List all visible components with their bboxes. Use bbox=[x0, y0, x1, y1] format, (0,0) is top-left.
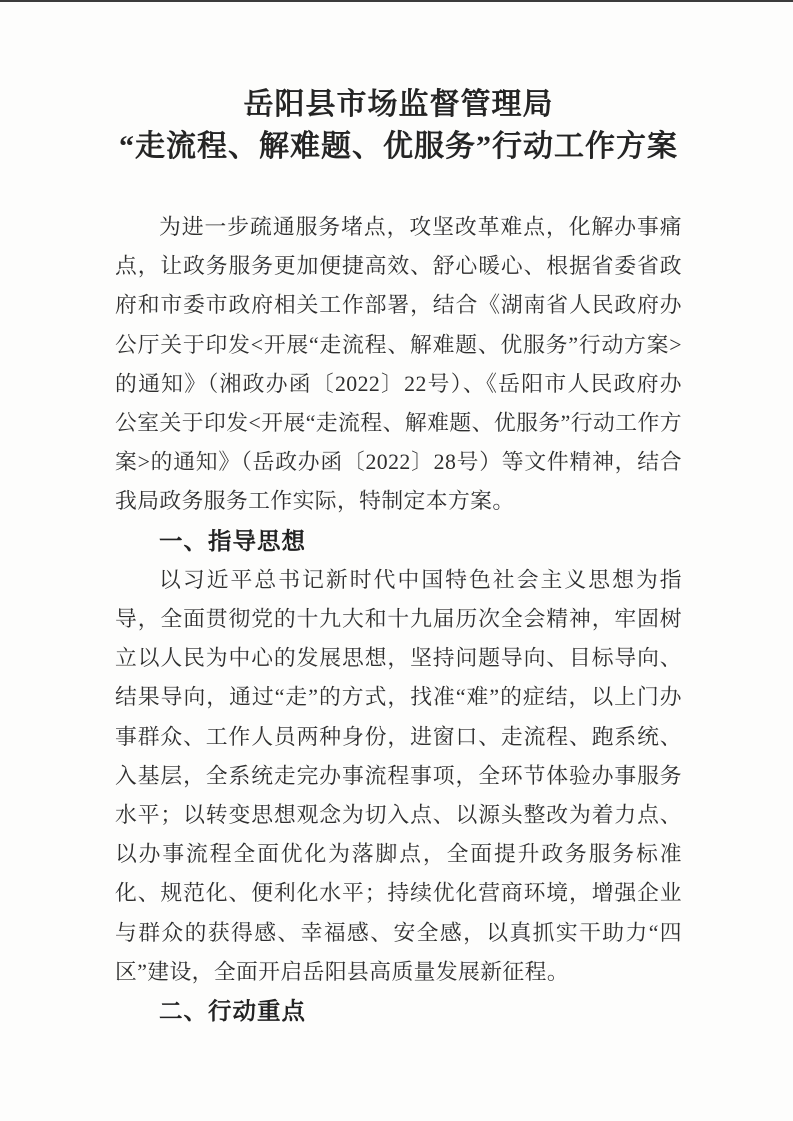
section-heading-action-priorities: 二、行动重点 bbox=[159, 998, 306, 1025]
document-body bbox=[115, 208, 682, 1031]
paragraph-intro: 为进一步疏通服务堵点，攻坚改革难点，化解办事痛点，让政务服务更加便捷高效、舒心暖心、根据省委省政府和市委市政府相关工作部署，结合《湖南省人民政府办公厅关于印发<开展“走流程、解难题、优服务”行动方案>的通知》（湘政办函〔2022〕22号）、《岳阳市人民政府办公室关于印发<开展“走流程、解难题、优服务”行动工作方案>的通知》（岳政办函〔2022〕28号）等文件精神，结合我局政务服务工作实际，特制定本方案。 bbox=[115, 215, 682, 514]
document-title-line-1: 岳阳县市场监督管理局 bbox=[243, 88, 554, 121]
section-heading-guiding-ideology: 一、指导思想 bbox=[159, 527, 306, 554]
document-title-line-2: “走流程、解难题、优服务”行动工作方案 bbox=[119, 130, 678, 163]
document-content bbox=[115, 84, 682, 1031]
paragraph-guiding-ideology: 以习近平总书记新时代中国特色社会主义思想为指导，全面贯彻党的十九大和十九届历次全会精神，牢固树立以人民为中心的发展思想，坚持问题导向、目标导向、结果导向，通过“走”的方式，找准“难”的症结，以上门办事群众、工作人员两种身份，进窗口、走流程、跑系统、入基层，全系统走完办事流程事项，全环节体验办事服务水平；以转变思想观念为切入点、以源头整改为着力点、以办事流程全面优化为落脚点，全面提升政务服务标准化、规范化、便利化水平；持续优化营商环境，增强企业与群众的获得感、幸福感、安全感，以真抓实干助力“四区”建设，全面开启岳阳县高质量发展新征程。 bbox=[115, 567, 682, 984]
scan-edge-artifact bbox=[0, 0, 793, 2]
